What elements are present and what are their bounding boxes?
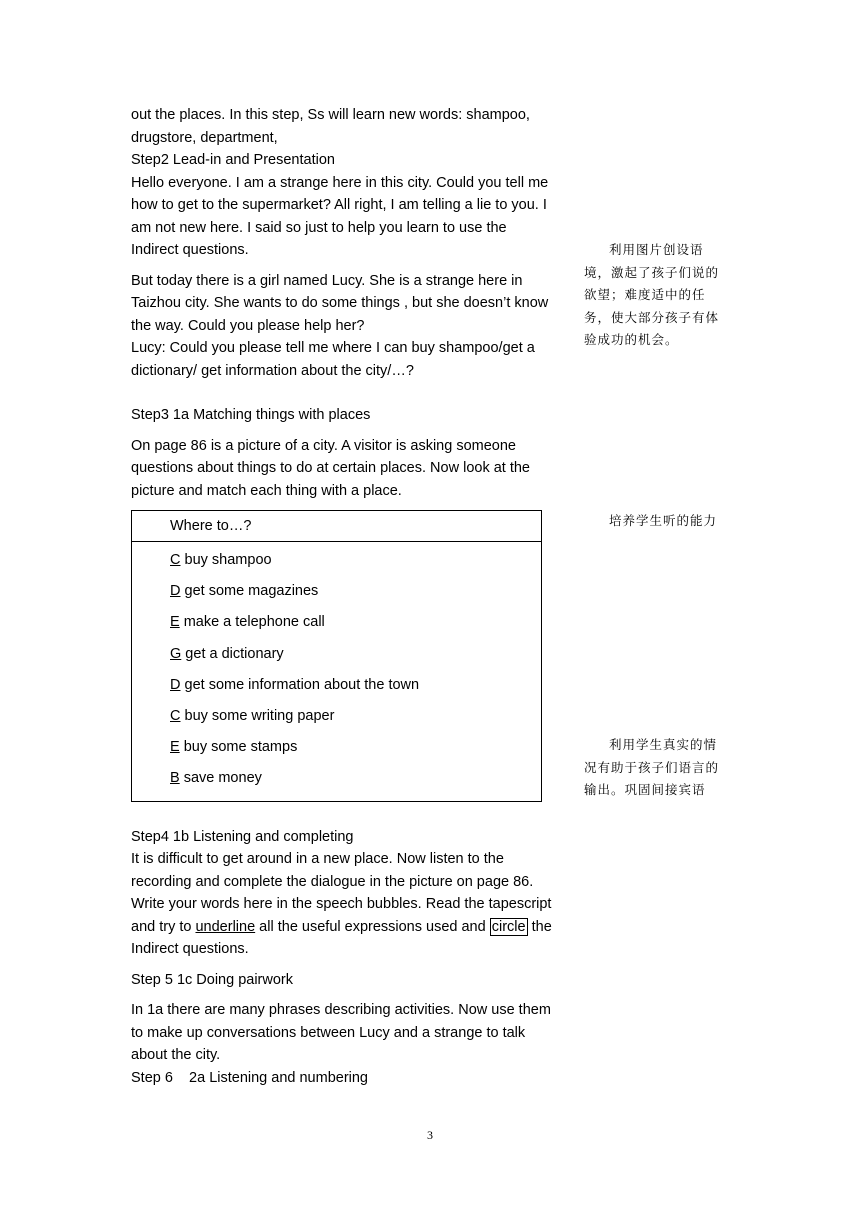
text-line: dictionary/ get information about the city/…?: [131, 362, 414, 379]
item-text: make a telephone call: [179, 614, 325, 631]
list-item: [170, 607, 541, 638]
answer-letter: D: [170, 583, 181, 600]
paragraph-matching: [131, 435, 575, 503]
text-line: [131, 916, 575, 939]
table-body: [132, 542, 542, 802]
text-line: It is difficult to get around in a new place. Now listen to the: [131, 851, 504, 867]
text-line: to make up conversations between Lucy and a strange to talk: [131, 1024, 526, 1041]
answer-letter: C: [170, 707, 181, 724]
step6-title: Step 6 2a Listening and numbering: [131, 1069, 368, 1086]
list-item: [170, 545, 541, 576]
text-line: Hello everyone. I am a strange here in this city. Could you tell me: [131, 174, 549, 191]
side-note-text: 利用学生真实的情况有助于孩子们语言的输出。巩固间接宾语: [584, 737, 720, 797]
item-text: buy some writing paper: [180, 707, 335, 724]
text-line: But today there is a girl named Lucy. She is a strange here in: [131, 272, 523, 289]
text-line: Indirect questions.: [131, 941, 249, 957]
text-line: how to get to the supermarket? All right, I am telling a lie to you. I: [131, 197, 547, 213]
text-line: picture and match each thing with a place.: [131, 482, 402, 499]
side-note-1: [584, 239, 724, 352]
paragraph-pairwork: [131, 999, 575, 1067]
text-line: On page 86 is a picture of a city. A visitor is asking someone: [131, 437, 516, 454]
text-fragment: the: [527, 918, 552, 935]
paragraph-lucy: [131, 270, 575, 383]
intro-line: out the places. In this step, Ss will learn new words: shampoo,: [131, 107, 530, 123]
text-line: am not new here. I said so just to help you learn to use the: [131, 219, 507, 236]
list-item: [170, 576, 541, 607]
item-text: get some magazines: [180, 583, 319, 600]
table-header: Where to…?: [132, 511, 542, 542]
step4-title: Step4 1b Listening and completing: [131, 828, 354, 845]
answer-letter: E: [170, 739, 180, 756]
answer-letter: B: [170, 770, 180, 787]
text-line: In 1a there are many phrases describing activities. Now use them: [131, 1002, 551, 1018]
answer-letter: E: [170, 614, 180, 631]
step3-title: Step3 1a Matching things with places: [131, 407, 371, 423]
matching-table: [131, 510, 542, 802]
list-item: [170, 732, 541, 763]
item-text: get a dictionary: [181, 645, 284, 662]
paragraph-lead-in: [131, 172, 575, 262]
text-line: recording and complete the dialogue in the picture on page 86.: [131, 873, 534, 890]
text-line: about the city.: [131, 1047, 221, 1063]
text-line: Lucy: Could you please tell me where I can buy shampoo/get a: [131, 340, 535, 356]
list-item: [170, 701, 541, 732]
text-line: Write your words here in the speech bubbles. Read the tapescript: [131, 896, 552, 912]
answer-letter: D: [170, 676, 181, 693]
item-text: buy some stamps: [179, 739, 298, 756]
text-line: the way. Could you please help her?: [131, 317, 365, 334]
list-item: [170, 639, 541, 670]
side-note-3: [584, 734, 724, 802]
text-line: Taizhou city. She wants to do some things , but she doesn’t know: [131, 295, 549, 311]
answer-letter: G: [170, 645, 182, 662]
main-column: [131, 104, 575, 1089]
side-note-2: [584, 510, 724, 533]
underlined-word: underline: [195, 918, 256, 935]
paragraph-listening: [131, 848, 575, 961]
item-text: save money: [179, 770, 262, 787]
step5-title: Step 5 1c Doing pairwork: [131, 971, 293, 988]
text-line: Indirect questions.: [131, 242, 249, 258]
list-item: [170, 763, 541, 794]
text-line: questions about things to do at certain places. Now look at the: [131, 460, 530, 476]
text-fragment: and try to: [131, 918, 196, 935]
list-item: [170, 670, 541, 701]
side-note-text: 培养学生听的能力: [609, 513, 718, 528]
item-text: get some information about the town: [180, 676, 420, 693]
side-note-text: 利用图片创设语境，激起了孩子们说的欲望；难度适中的任务，使大部分孩子有体验成功的机会。: [584, 242, 720, 347]
answer-letter: C: [170, 552, 181, 568]
item-text: buy shampoo: [180, 552, 272, 568]
boxed-word: circle: [491, 918, 526, 935]
step2-title: Step2 Lead-in and Presentation: [131, 152, 335, 168]
intro-line: drugstore, department,: [131, 129, 278, 146]
text-fragment: all the useful expressions used and: [255, 918, 490, 935]
page-number: 3: [427, 1128, 433, 1142]
